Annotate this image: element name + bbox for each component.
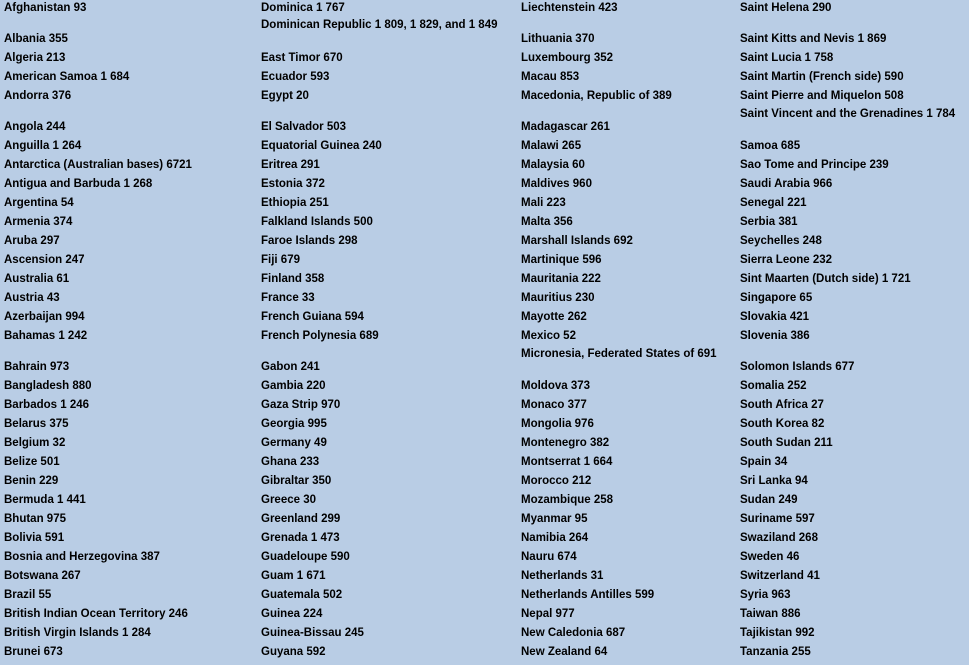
- list-item: Morocco 212: [521, 475, 592, 487]
- list-item: Ethiopia 251: [261, 197, 329, 209]
- list-item: Malta 356: [521, 216, 573, 228]
- list-item: Ghana 233: [261, 456, 320, 468]
- list-item: Guinea 224: [261, 608, 323, 620]
- list-item: Guam 1 671: [261, 570, 326, 582]
- list-item: Australia 61: [4, 273, 70, 285]
- list-item: Egypt 20: [261, 90, 309, 102]
- list-item: Eritrea 291: [261, 159, 320, 171]
- list-item: Switzerland 41: [740, 570, 820, 582]
- list-item: Gaza Strip 970: [261, 399, 341, 411]
- list-item: Senegal 221: [740, 197, 807, 209]
- list-item: Sudan 249: [740, 494, 798, 506]
- list-item: Myanmar 95: [521, 513, 588, 525]
- list-item: Saint Pierre and Miquelon 508: [740, 90, 904, 102]
- list-item: Armenia 374: [4, 216, 73, 228]
- list-item: Antigua and Barbuda 1 268: [4, 178, 153, 190]
- list-item: East Timor 670: [261, 52, 343, 64]
- list-item: Equatorial Guinea 240: [261, 140, 382, 152]
- list-item: Marshall Islands 692: [521, 235, 633, 247]
- list-item: Fiji 679: [261, 254, 300, 266]
- list-item: Mongolia 976: [521, 418, 594, 430]
- list-item: Mozambique 258: [521, 494, 614, 506]
- list-item: Bahrain 973: [4, 361, 70, 373]
- list-item: Spain 34: [740, 456, 788, 468]
- list-item: Azerbaijan 994: [4, 311, 85, 323]
- list-item: South Sudan 211: [740, 437, 833, 449]
- list-item: Grenada 1 473: [261, 532, 340, 544]
- list-item: Micronesia, Federated States of 691: [521, 348, 717, 360]
- list-item: Nepal 977: [521, 608, 575, 620]
- list-item: Bermuda 1 441: [4, 494, 86, 506]
- list-item: Mauritania 222: [521, 273, 601, 285]
- list-item: South Korea 82: [740, 418, 825, 430]
- list-item: Ecuador 593: [261, 71, 330, 83]
- list-item: American Samoa 1 684: [4, 71, 130, 83]
- list-item: Mauritius 230: [521, 292, 595, 304]
- list-item: Faroe Islands 298: [261, 235, 358, 247]
- list-item: Georgia 995: [261, 418, 327, 430]
- list-item: Belgium 32: [4, 437, 66, 449]
- list-item: Tanzania 255: [740, 646, 811, 658]
- list-item: Namibia 264: [521, 532, 589, 544]
- list-item: Austria 43: [4, 292, 60, 304]
- list-item: Germany 49: [261, 437, 327, 449]
- list-item: New Zealand 64: [521, 646, 608, 658]
- list-item: Swaziland 268: [740, 532, 818, 544]
- list-item: Anguilla 1 264: [4, 140, 82, 152]
- list-item: Solomon Islands 677: [740, 361, 855, 373]
- list-item: South Africa 27: [740, 399, 824, 411]
- list-item: Gibraltar 350: [261, 475, 332, 487]
- list-item: Dominica 1 767: [261, 2, 345, 14]
- list-item: Bangladesh 880: [4, 380, 92, 392]
- list-item: French Polynesia 689: [261, 330, 379, 342]
- list-item: Mexico 52: [521, 330, 576, 342]
- list-item: Malawi 265: [521, 140, 582, 152]
- list-item: Somalia 252: [740, 380, 807, 392]
- list-item: Guinea-Bissau 245: [261, 627, 364, 639]
- list-item: Bhutan 975: [4, 513, 66, 525]
- list-item: Greece 30: [261, 494, 316, 506]
- list-item: Mayotte 262: [521, 311, 587, 323]
- list-item: Macau 853: [521, 71, 580, 83]
- list-item: Saint Martin (French side) 590: [740, 71, 904, 83]
- list-item: Angola 244: [4, 121, 66, 133]
- list-item: Lithuania 370: [521, 33, 595, 45]
- list-item: Malaysia 60: [521, 159, 585, 171]
- list-item: Luxembourg 352: [521, 52, 614, 64]
- list-item: Greenland 299: [261, 513, 341, 525]
- list-item: El Salvador 503: [261, 121, 347, 133]
- list-item: Argentina 54: [4, 197, 74, 209]
- list-item: French Guiana 594: [261, 311, 364, 323]
- list-item: Taiwan 886: [740, 608, 801, 620]
- list-item: Montserrat 1 664: [521, 456, 613, 468]
- list-item: Samoa 685: [740, 140, 801, 152]
- list-item: Afghanistan 93: [4, 2, 87, 14]
- list-item: Moldova 373: [521, 380, 591, 392]
- list-item: Benin 229: [4, 475, 59, 487]
- list-item: Belarus 375: [4, 418, 69, 430]
- list-item: Netherlands 31: [521, 570, 604, 582]
- list-item: Slovenia 386: [740, 330, 810, 342]
- list-item: Guyana 592: [261, 646, 326, 658]
- list-item: Bahamas 1 242: [4, 330, 88, 342]
- list-item: Aruba 297: [4, 235, 60, 247]
- list-item: Estonia 372: [261, 178, 325, 190]
- list-item: Madagascar 261: [521, 121, 610, 133]
- list-item: Saint Helena 290: [740, 2, 832, 14]
- list-item: Martinique 596: [521, 254, 602, 266]
- list-item: Macedonia, Republic of 389: [521, 90, 672, 102]
- list-item: New Caledonia 687: [521, 627, 626, 639]
- list-item: Algeria 213: [4, 52, 66, 64]
- list-item: Saint Lucia 1 758: [740, 52, 834, 64]
- list-item: Monaco 377: [521, 399, 587, 411]
- list-item: Netherlands Antilles 599: [521, 589, 655, 601]
- list-item: Nauru 674: [521, 551, 577, 563]
- list-item: Syria 963: [740, 589, 791, 601]
- list-item: British Indian Ocean Territory 246: [4, 608, 188, 620]
- list-item: Liechtenstein 423: [521, 2, 618, 14]
- list-item: Belize 501: [4, 456, 60, 468]
- list-item: Saint Kitts and Nevis 1 869: [740, 33, 887, 45]
- list-item: Ascension 247: [4, 254, 85, 266]
- list-item: Sri Lanka 94: [740, 475, 808, 487]
- list-item: Brunei 673: [4, 646, 63, 658]
- list-item: Gambia 220: [261, 380, 326, 392]
- list-item: Tajikistan 992: [740, 627, 815, 639]
- list-item: Finland 358: [261, 273, 325, 285]
- list-item: Serbia 381: [740, 216, 798, 228]
- list-item: British Virgin Islands 1 284: [4, 627, 151, 639]
- list-item: Saint Vincent and the Grenadines 1 784: [740, 108, 956, 120]
- list-item: Guadeloupe 590: [261, 551, 350, 563]
- list-item: Seychelles 248: [740, 235, 822, 247]
- list-item: France 33: [261, 292, 315, 304]
- list-item: Botswana 267: [4, 570, 81, 582]
- list-item: Slovakia 421: [740, 311, 810, 323]
- list-item: Antarctica (Australian bases) 6721: [4, 159, 192, 171]
- list-item: Brazil 55: [4, 589, 52, 601]
- list-item: Andorra 376: [4, 90, 72, 102]
- list-item: Maldives 960: [521, 178, 592, 190]
- list-item: Bolivia 591: [4, 532, 65, 544]
- list-item: Guatemala 502: [261, 589, 343, 601]
- list-item: Falkland Islands 500: [261, 216, 373, 228]
- list-item: Sweden 46: [740, 551, 800, 563]
- list-item: Sierra Leone 232: [740, 254, 833, 266]
- list-item: Saudi Arabia 966: [740, 178, 833, 190]
- list-item: Gabon 241: [261, 361, 320, 373]
- list-item: Suriname 597: [740, 513, 815, 525]
- list-item: Dominican Republic 1 809, 1 829, and 1 849: [261, 19, 498, 31]
- list-item: Sint Maarten (Dutch side) 1 721: [740, 273, 911, 285]
- list-item: Singapore 65: [740, 292, 813, 304]
- list-item: Montenegro 382: [521, 437, 610, 449]
- list-item: Barbados 1 246: [4, 399, 90, 411]
- list-item: Sao Tome and Principe 239: [740, 159, 889, 171]
- list-item: Mali 223: [521, 197, 566, 209]
- list-item: Bosnia and Herzegovina 387: [4, 551, 160, 563]
- list-item: Albania 355: [4, 33, 68, 45]
